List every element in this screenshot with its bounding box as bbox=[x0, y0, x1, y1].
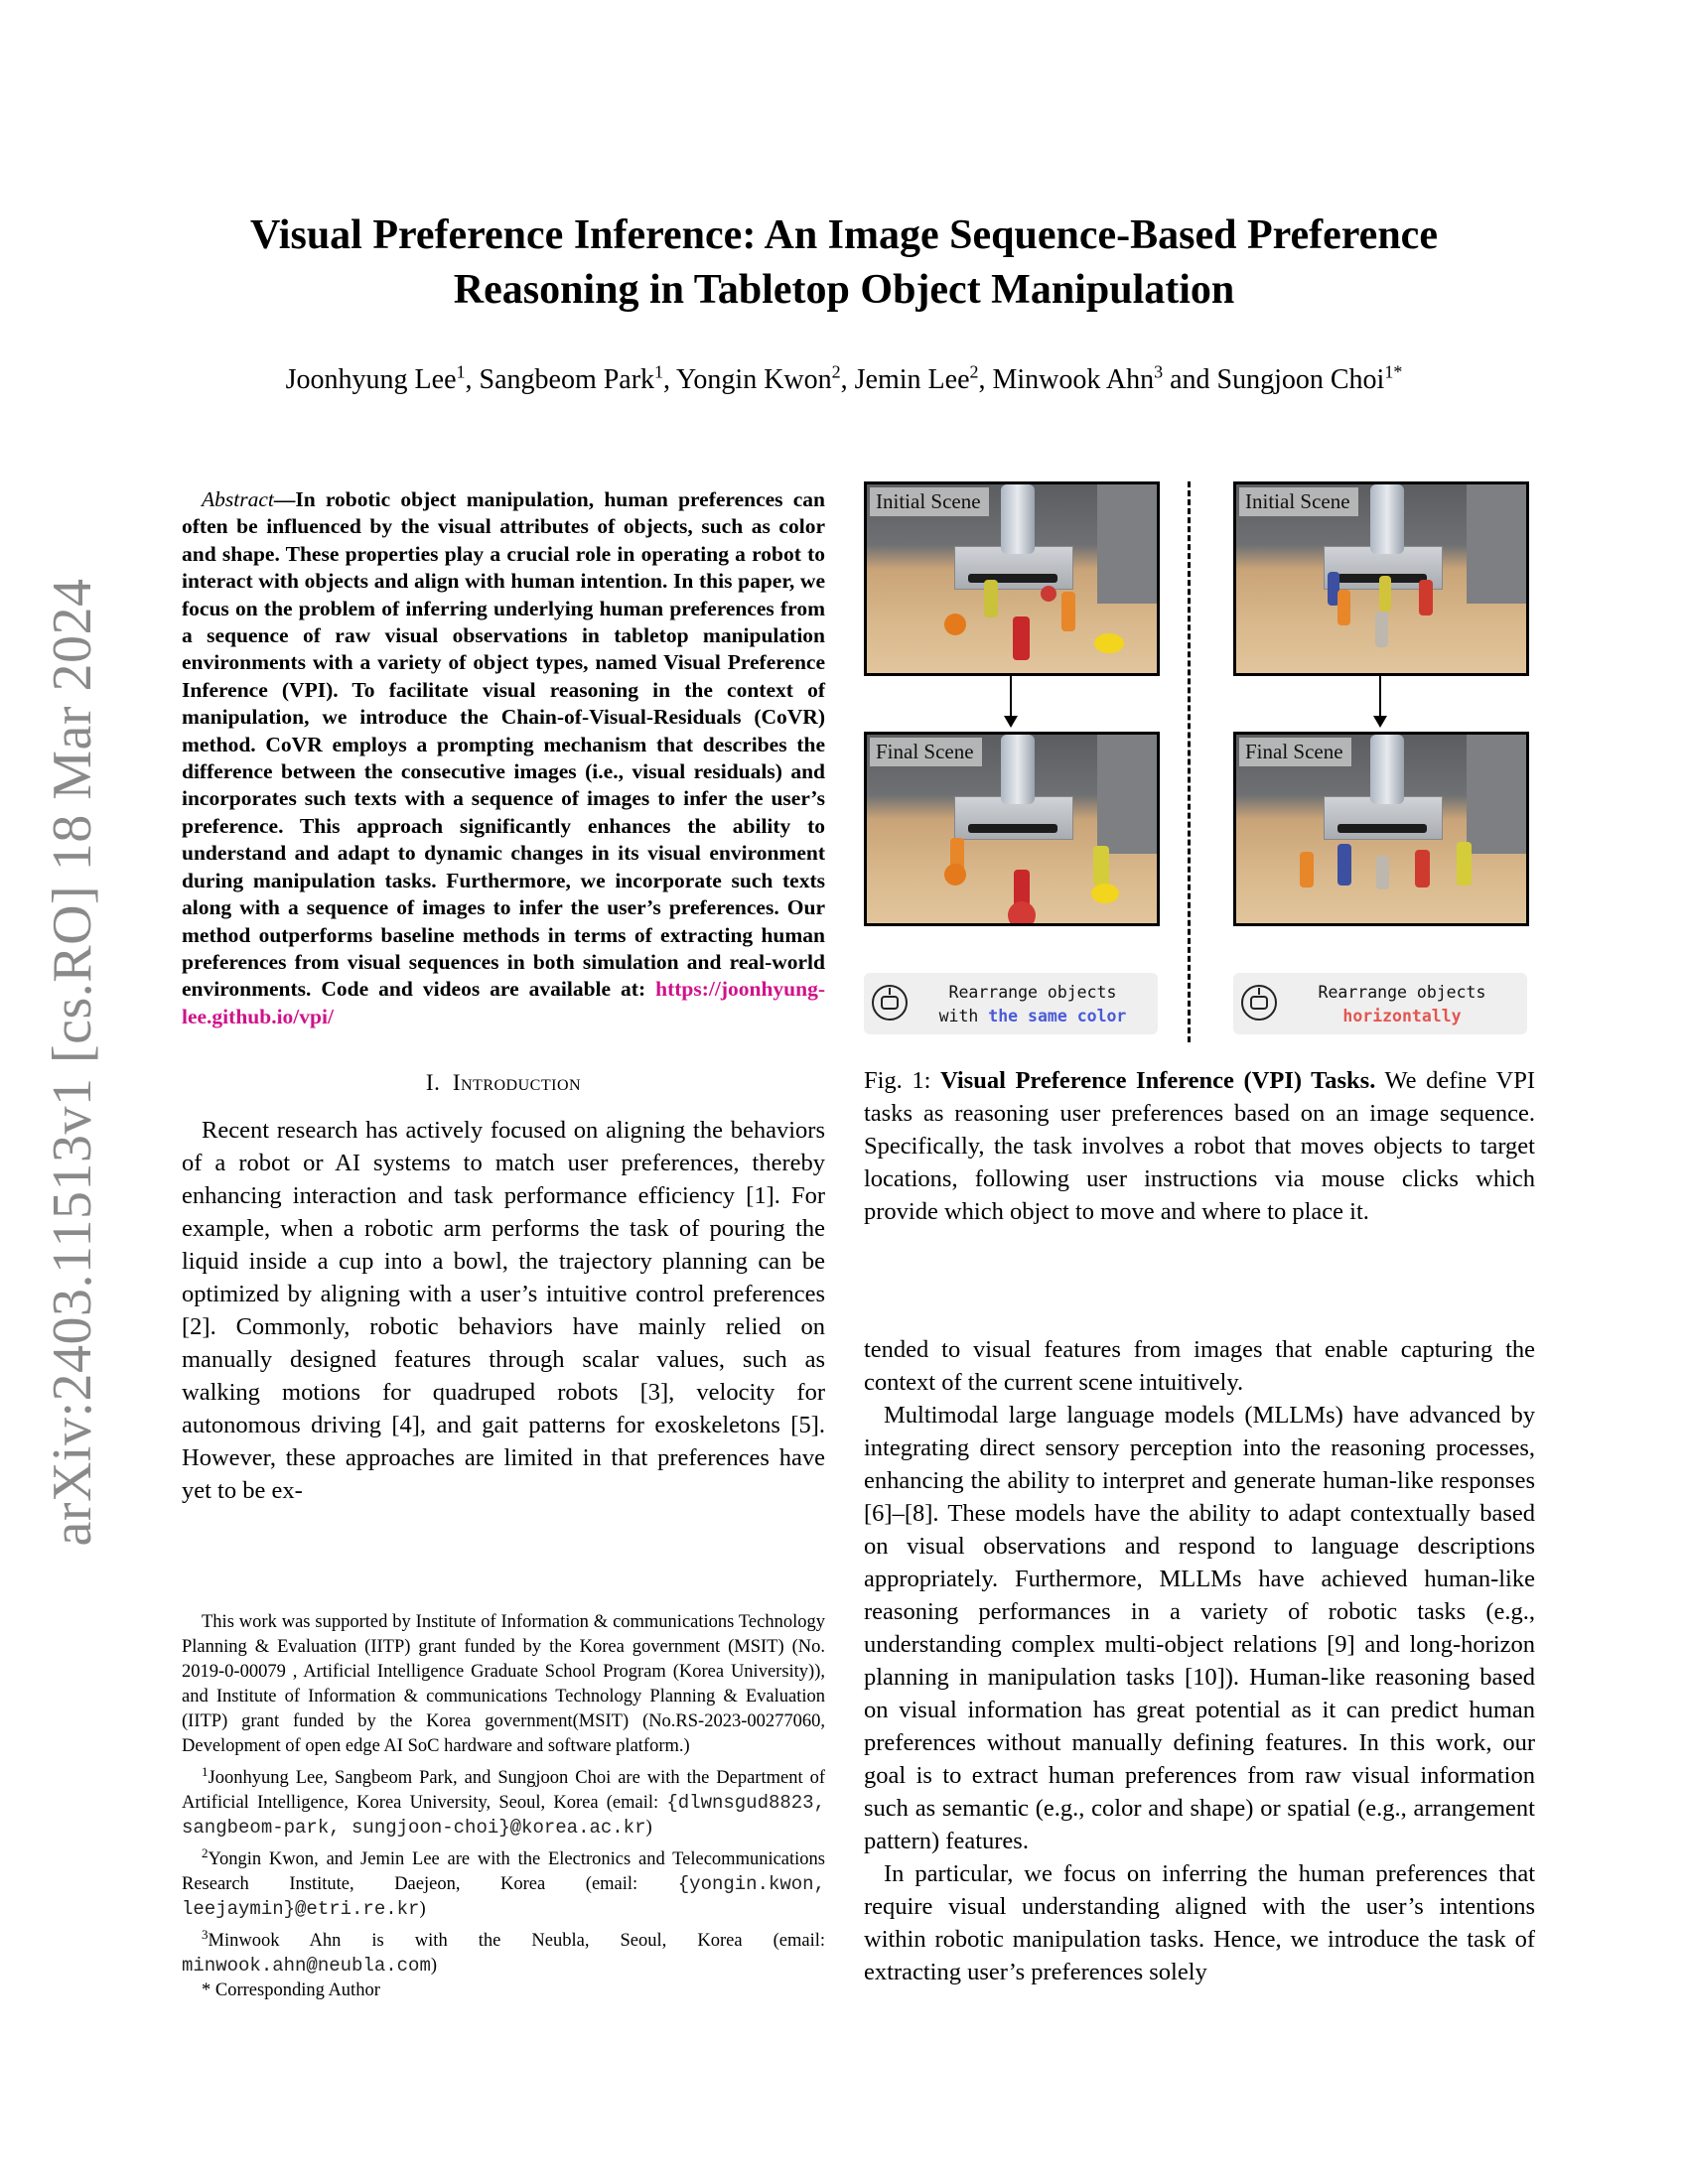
email-aff1: {dlwnsgud8823, sangbeom-park, sungjoon-choi}@korea.ac.kr bbox=[182, 1792, 825, 1840]
title-line-1: Visual Preference Inference: An Image Sequence-Based Preference bbox=[250, 212, 1438, 258]
instruction-box bbox=[1233, 973, 1527, 1034]
figure-1-caption bbox=[864, 1064, 1535, 1228]
section-heading-introduction bbox=[182, 1070, 825, 1096]
paper-title bbox=[149, 208, 1539, 318]
project-link[interactable]: https://joonhyung-lee.github.io/vpi/ bbox=[182, 977, 825, 1028]
intro-paragraph-1: Recent research has actively focused on aligning the behaviors of a robot or AI systems to match user preferences, thereby enhancing interaction and task performance efficiency [1]. For example, when a robotic arm performs the task of pouring the liquid inside a cup into a bowl, the trajectory planning can be optimized by aligning with a user’s intuitive control preferences [2]. Commonly, robotic behaviors have mainly relied on manually designed features through scalar values, such as walking motions for quadruped robots [3], velocity for autonomous driving [4], and gait patterns for exoskeletons [5]. However, these approaches are limited in that preferences have yet to be ex- bbox=[182, 1117, 825, 1505]
instruction-box bbox=[864, 973, 1158, 1034]
funding-note: This work was supported by Institute of Information & communications Technology Planning & Evaluation (IITP) grant funded by the Korea government (MSIT) (No. 2019-0-00079 , Artificial Intelligence Graduate School Program (Korea University)), and Institute of Information & communications Technology Planning & Evaluation (IITP) grant funded by the Korea government(MSIT) (No.RS-2023-00277060, Development of open edge AI SoC hardware and software platform.) bbox=[182, 1612, 825, 1756]
intro-paragraph-3: In particular, we focus on inferring the human preferences that require visual understanding aligned with the user’s intentions within robotic manipulation tasks. Hence, we introduce the task of extracting user’s preferences solely bbox=[864, 1860, 1535, 1985]
email-aff2: {yongin.kwon, leejaymin}@etri.re.kr bbox=[182, 1873, 825, 1921]
down-arrow-icon bbox=[1010, 676, 1012, 726]
panel-divider-dashed bbox=[1188, 481, 1191, 1042]
instruction-highlight: horizontally bbox=[1342, 1007, 1462, 1025]
abstract-text: In robotic object manipulation, human preferences can often be influenced by the visual attributes of objects, such as color and shape. These properties play a crucial role in operating a robot to interact with objects and align with human intention. In this paper, we focus on the problem of inferring underlying human preferences from a sequence of raw visual observations in tabletop manipulation environments with a variety of object types, named Visual Preference Inference (VPI). To facilitate visual reasoning in the context of manipulation, we introduce the Chain-of-Visual-Residuals (CoVR) method. CoVR employs a prompting mechanism that describes the difference between the consecutive images (i.e., visual residuals) and incorporates such texts with a sequence of images to infer the user’s preference. This approach significantly enhances the ability to understand and adapt to dynamic changes in its visual environment during manipulation tasks. Furthermore, we incorporate such texts along with a sequence of images to infer the user’s preferences. Our method outperforms baseline methods in terms of extracting human preferences from visual sequences in both simulation and real-world environments. Code and videos are available at: bbox=[182, 487, 825, 1002]
author-list bbox=[149, 362, 1539, 396]
caption-text: We define VPI tasks as reasoning user preferences based on an image sequence. Specifically, the task involves a robot that moves objects to target locations, following user instructions via mouse clicks which provide which object to move and where to place it. bbox=[864, 1067, 1535, 1225]
author: Jemin Lee$^2$, bbox=[854, 362, 993, 396]
initial-scene-image bbox=[864, 481, 1160, 676]
author: Joonhyung Lee$^1$, bbox=[285, 362, 480, 396]
abstract-label: Abstract bbox=[202, 487, 274, 511]
scene-label: Initial Scene bbox=[1239, 487, 1358, 516]
corresponding-author-note: * Corresponding Author bbox=[202, 1980, 380, 2001]
intro-paragraph-2: Multimodal large language models (MLLMs) have advanced by integrating direct sensory perception into the reasoning processes, enhancing the ability to interpret and generate human-like responses [6]–[8]. These models have the ability to adapt contextually based on visual observations and respond to language descriptions appropriately. Furthermore, MLLMs have achieved human-like reasoning performances in a variety of robotic tasks (e.g., understanding complex multi-object relations [9] and long-horizon planning in manipulation tasks [10]). Human-like reasoning based on visual information has great potential as it can predict human preferences without manually defining features. In this work, our goal is to extract human preferences from raw visual information such as semantic (e.g., color and shape) or spatial (e.g., arrangement pattern) features. bbox=[864, 1402, 1535, 1854]
affiliation-note-3: $^3$Minwook Ahn is with the Neubla, Seoul, Korea (email: minwook.ahn@neubla.com) bbox=[182, 1927, 825, 1978]
section-title: Introduction bbox=[452, 1070, 582, 1096]
arxiv-identifier-stamp bbox=[28, 566, 117, 1559]
affiliation-note-1: $^1$Joonhyung Lee, Sangbeom Park, and Sungjoon Choi are with the Department of Artificial Intelligence, Korea University, Seoul, Korea (email: {dlwnsgud8823, sangbeom-park, sungjoon-choi}@korea.ac.kr) bbox=[182, 1764, 825, 1840]
instruction-highlight: the same color bbox=[988, 1007, 1127, 1025]
author: Sungjoon Choi$^{1*}$ bbox=[1216, 362, 1403, 396]
scene-label: Initial Scene bbox=[870, 487, 989, 516]
caption-prefix: Fig. 1: bbox=[864, 1067, 941, 1094]
caption-title: Visual Preference Inference (VPI) Tasks. bbox=[940, 1067, 1376, 1094]
arxiv-stamp-text: arXiv:2403.11513v1 [cs.RO] 18 Mar 2024 bbox=[42, 578, 103, 1547]
scene-label: Final Scene bbox=[1239, 738, 1351, 766]
footnotes bbox=[182, 1610, 825, 2003]
section-number: I. bbox=[425, 1070, 441, 1096]
abstract-dash: — bbox=[273, 487, 296, 511]
title-line-2: Reasoning in Tabletop Object Manipulation bbox=[453, 267, 1235, 313]
instruction-text: Rearrange objects horizontally bbox=[1318, 983, 1486, 1025]
author: Minwook Ahn$^3$ and bbox=[992, 362, 1217, 396]
right-column bbox=[864, 1333, 1535, 1988]
instruction-text: Rearrange objects with the same color bbox=[938, 983, 1127, 1025]
email-aff3: minwook.ahn@neubla.com bbox=[182, 1955, 431, 1978]
affiliation-note-2: $^2$Yongin Kwon, and Jemin Lee are with the Electronics and Telecommunications Research Institute, Daejeon, Korea (email: {yongin.kwon, leejaymin}@etri.re.kr) bbox=[182, 1845, 825, 1921]
initial-scene-image bbox=[1233, 481, 1529, 676]
left-column bbox=[182, 486, 825, 1507]
final-scene-image bbox=[1233, 732, 1529, 926]
abstract bbox=[182, 486, 825, 1030]
scene-label: Final Scene bbox=[870, 738, 982, 766]
robot-icon bbox=[1241, 985, 1277, 1021]
intro-paragraph-continued: tended to visual features from images that enable capturing the context of the current scene intuitively. bbox=[864, 1336, 1535, 1396]
author: Yongin Kwon$^2$, bbox=[676, 362, 855, 396]
figure-1 bbox=[864, 481, 1539, 1057]
final-scene-image bbox=[864, 732, 1160, 926]
robot-icon bbox=[872, 985, 908, 1021]
down-arrow-icon bbox=[1379, 676, 1381, 726]
author: Sangbeom Park$^1$, bbox=[479, 362, 677, 396]
